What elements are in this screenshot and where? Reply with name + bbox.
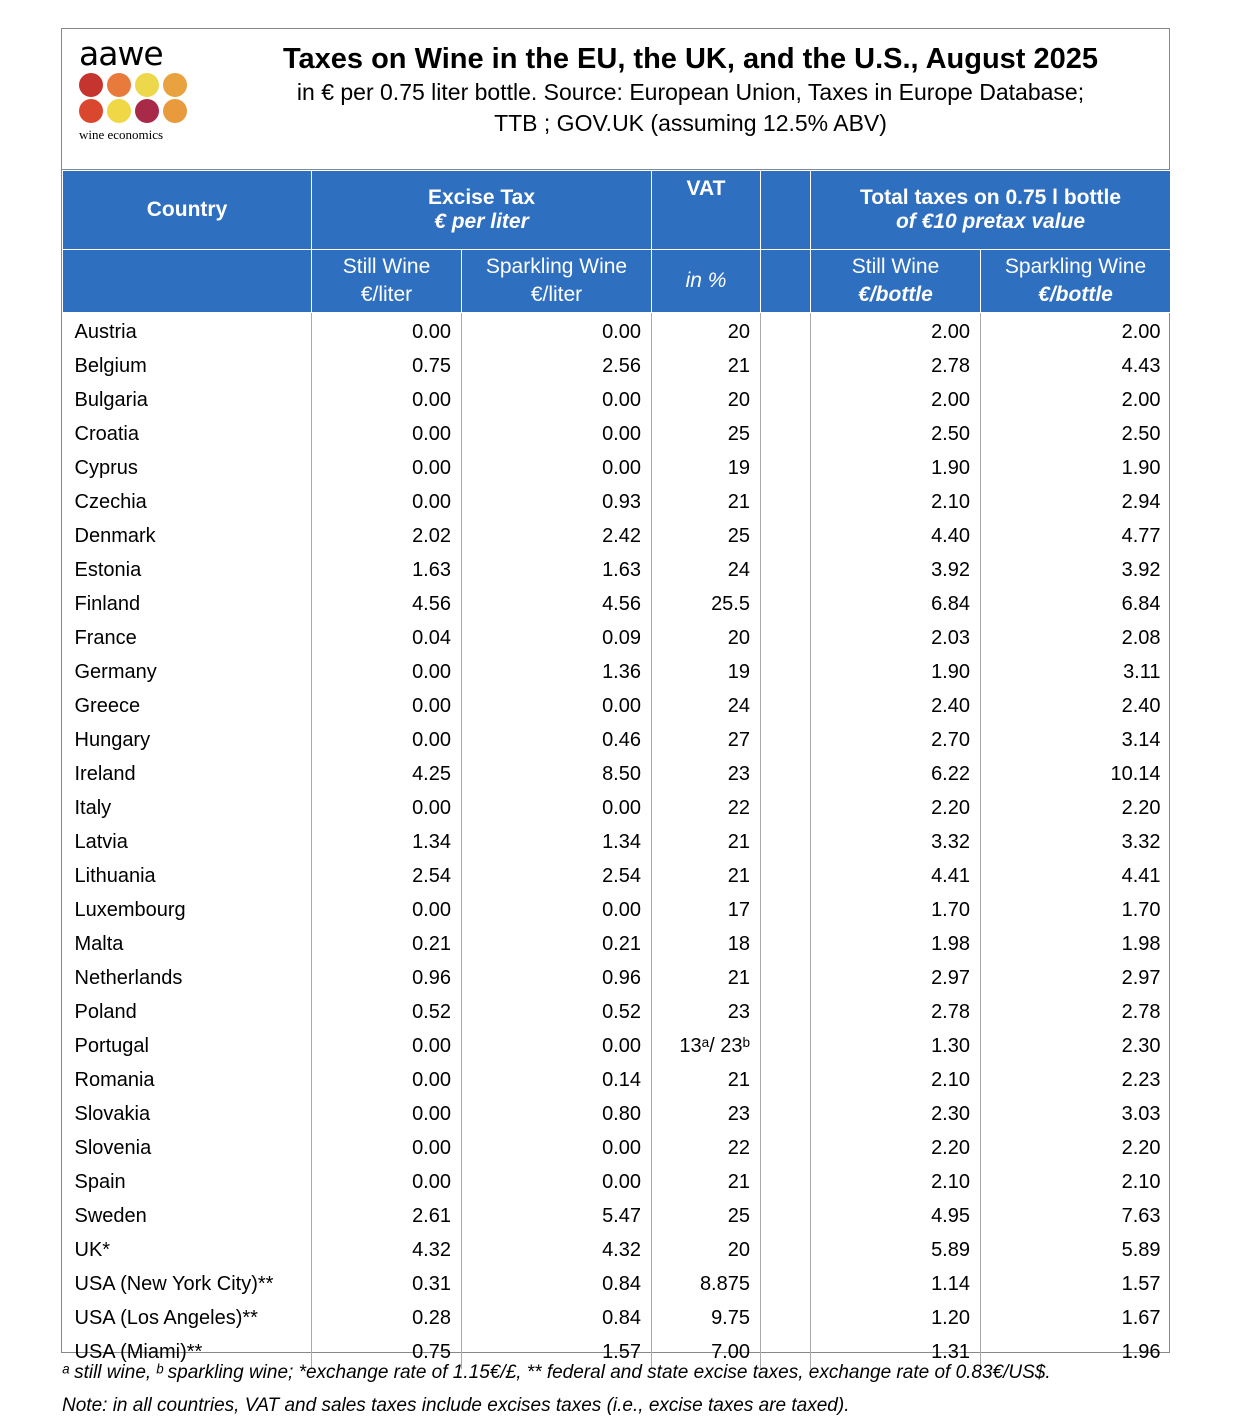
subheader-sparkling-unit: €/liter <box>530 283 583 306</box>
cell-country: Finland <box>63 587 312 621</box>
cell-total-still: 1.90 <box>811 451 981 485</box>
cell-vat: 19 <box>652 655 761 689</box>
cell-vat: 13ᵃ/ 23ᵇ <box>652 1029 761 1063</box>
cell-vat: 20 <box>652 621 761 655</box>
cell-total-sparkling: 2.20 <box>981 791 1171 825</box>
cell-total-sparkling: 3.32 <box>981 825 1171 859</box>
cell-sparkling-excise: 2.56 <box>462 349 652 383</box>
cell-total-sparkling: 2.50 <box>981 417 1171 451</box>
cell-still-excise: 0.21 <box>312 927 462 961</box>
cell-vat: 27 <box>652 723 761 757</box>
cell-total-sparkling: 3.11 <box>981 655 1171 689</box>
cell-vat: 25 <box>652 1199 761 1233</box>
cell-spacer <box>761 349 811 383</box>
cell-total-sparkling: 1.98 <box>981 927 1171 961</box>
cell-spacer <box>761 519 811 553</box>
cell-total-sparkling: 2.10 <box>981 1165 1171 1199</box>
cell-country: Romania <box>63 1063 312 1097</box>
cell-total-still: 1.98 <box>811 927 981 961</box>
logo-dot <box>135 73 159 97</box>
cell-sparkling-excise: 0.00 <box>462 689 652 723</box>
cell-still-excise: 0.52 <box>312 995 462 1029</box>
cell-still-excise: 0.28 <box>312 1301 462 1335</box>
cell-country: Cyprus <box>63 451 312 485</box>
cell-still-excise: 0.00 <box>312 313 462 350</box>
cell-sparkling-excise: 1.36 <box>462 655 652 689</box>
cell-still-excise: 0.00 <box>312 893 462 927</box>
header-vat <box>652 171 761 250</box>
cell-still-excise: 4.25 <box>312 757 462 791</box>
cell-vat: 9.75 <box>652 1301 761 1335</box>
cell-country: Italy <box>63 791 312 825</box>
cell-total-still: 6.22 <box>811 757 981 791</box>
cell-vat: 25.5 <box>652 587 761 621</box>
cell-total-still: 2.40 <box>811 689 981 723</box>
cell-sparkling-excise: 0.00 <box>462 451 652 485</box>
table-body <box>63 313 1171 1370</box>
cell-still-excise: 0.00 <box>312 1165 462 1199</box>
cell-total-still: 2.70 <box>811 723 981 757</box>
cell-spacer <box>761 451 811 485</box>
table-row <box>63 1131 1171 1165</box>
cell-total-still: 2.20 <box>811 1131 981 1165</box>
cell-vat: 22 <box>652 791 761 825</box>
cell-vat: 24 <box>652 553 761 587</box>
table-row <box>63 655 1171 689</box>
cell-still-excise: 0.00 <box>312 383 462 417</box>
table-row <box>63 313 1171 350</box>
cell-vat: 21 <box>652 485 761 519</box>
cell-vat: 21 <box>652 825 761 859</box>
cell-total-sparkling: 4.77 <box>981 519 1171 553</box>
footnotes <box>62 1356 1202 1422</box>
cell-country: Bulgaria <box>63 383 312 417</box>
cell-still-excise: 2.02 <box>312 519 462 553</box>
cell-vat: 21 <box>652 1165 761 1199</box>
table-row <box>63 859 1171 893</box>
footnote-line-1: ᵃ still wine, ᵇ sparkling wine; *exchange rate of 1.15€/£, ** federal and state excise taxes, exchange rate of 0.83€/US$. <box>62 1362 1051 1383</box>
cell-total-sparkling: 2.08 <box>981 621 1171 655</box>
cell-spacer <box>761 587 811 621</box>
cell-still-excise: 0.00 <box>312 689 462 723</box>
cell-country: Slovenia <box>63 1131 312 1165</box>
cell-total-sparkling: 2.20 <box>981 1131 1171 1165</box>
cell-total-sparkling: 2.30 <box>981 1029 1171 1063</box>
cell-still-excise: 0.00 <box>312 1063 462 1097</box>
cell-total-sparkling: 1.70 <box>981 893 1171 927</box>
cell-country: Croatia <box>63 417 312 451</box>
cell-vat: 20 <box>652 1233 761 1267</box>
cell-spacer <box>761 757 811 791</box>
cell-total-sparkling: 1.90 <box>981 451 1171 485</box>
cell-total-still: 2.00 <box>811 383 981 417</box>
subheader-empty <box>63 250 312 313</box>
table-row <box>63 893 1171 927</box>
table-row <box>63 1165 1171 1199</box>
cell-vat: 7.00 <box>652 1335 761 1369</box>
cell-country: Latvia <box>63 825 312 859</box>
cell-sparkling-excise: 0.14 <box>462 1063 652 1097</box>
logo-dot <box>107 73 131 97</box>
cell-sparkling-excise: 0.84 <box>462 1301 652 1335</box>
table-row <box>63 1097 1171 1131</box>
cell-country: USA (New York City)** <box>63 1267 312 1301</box>
cell-spacer <box>761 927 811 961</box>
cell-country: Ireland <box>63 757 312 791</box>
cell-total-still: 4.40 <box>811 519 981 553</box>
cell-total-sparkling: 3.03 <box>981 1097 1171 1131</box>
logo-dot <box>163 73 187 97</box>
cell-vat: 20 <box>652 383 761 417</box>
cell-sparkling-excise: 0.52 <box>462 995 652 1029</box>
cell-total-still: 2.97 <box>811 961 981 995</box>
cell-still-excise: 0.31 <box>312 1267 462 1301</box>
cell-total-still: 1.31 <box>811 1335 981 1369</box>
table-row <box>63 757 1171 791</box>
cell-vat: 23 <box>652 757 761 791</box>
cell-total-still: 1.20 <box>811 1301 981 1335</box>
cell-total-sparkling: 2.40 <box>981 689 1171 723</box>
cell-vat: 21 <box>652 859 761 893</box>
cell-still-excise: 4.56 <box>312 587 462 621</box>
cell-country: Portugal <box>63 1029 312 1063</box>
cell-spacer <box>761 689 811 723</box>
cell-vat: 20 <box>652 313 761 350</box>
wine-tax-table <box>62 170 1171 1369</box>
table-row <box>63 485 1171 519</box>
cell-total-still: 5.89 <box>811 1233 981 1267</box>
cell-sparkling-excise: 0.00 <box>462 313 652 350</box>
cell-total-sparkling: 2.23 <box>981 1063 1171 1097</box>
table-row <box>63 927 1171 961</box>
cell-total-sparkling: 7.63 <box>981 1199 1171 1233</box>
table-row <box>63 1029 1171 1063</box>
subtitle-line-2: TTB ; GOV.UK (assuming 12.5% ABV) <box>494 110 887 136</box>
table-row <box>63 1301 1171 1335</box>
cell-total-still: 2.00 <box>811 313 981 350</box>
cell-vat: 21 <box>652 961 761 995</box>
cell-still-excise: 4.32 <box>312 1233 462 1267</box>
cell-sparkling-excise: 8.50 <box>462 757 652 791</box>
subheader-still-total <box>811 250 981 313</box>
header-excise-label: Excise Tax <box>427 186 536 209</box>
cell-total-sparkling: 6.84 <box>981 587 1171 621</box>
table-row <box>63 1063 1171 1097</box>
cell-country: France <box>63 621 312 655</box>
cell-sparkling-excise: 0.00 <box>462 417 652 451</box>
cell-spacer <box>761 313 811 350</box>
logo-tagline: wine economics <box>79 127 164 142</box>
cell-sparkling-excise: 4.56 <box>462 587 652 621</box>
cell-sparkling-excise: 1.63 <box>462 553 652 587</box>
cell-sparkling-excise: 0.00 <box>462 1131 652 1165</box>
cell-country: Lithuania <box>63 859 312 893</box>
subheader-vat-unit: in % <box>652 250 761 313</box>
cell-still-excise: 1.63 <box>312 553 462 587</box>
cell-total-sparkling: 5.89 <box>981 1233 1171 1267</box>
subheader-sparkling-total <box>981 250 1171 313</box>
cell-sparkling-excise: 0.09 <box>462 621 652 655</box>
cell-still-excise: 2.61 <box>312 1199 462 1233</box>
table-row <box>63 587 1171 621</box>
cell-country: Spain <box>63 1165 312 1199</box>
table-row <box>63 621 1171 655</box>
table-row <box>63 553 1171 587</box>
cell-vat: 25 <box>652 417 761 451</box>
cell-spacer <box>761 1199 811 1233</box>
table-row <box>63 383 1171 417</box>
cell-sparkling-excise: 1.57 <box>462 1335 652 1369</box>
table-row <box>63 417 1171 451</box>
table-row <box>63 825 1171 859</box>
cell-total-still: 3.92 <box>811 553 981 587</box>
cell-spacer <box>761 995 811 1029</box>
cell-vat: 8.875 <box>652 1267 761 1301</box>
cell-total-still: 2.03 <box>811 621 981 655</box>
cell-spacer <box>761 1301 811 1335</box>
cell-still-excise: 0.00 <box>312 1029 462 1063</box>
title-block <box>212 41 1169 139</box>
cell-total-still: 2.78 <box>811 995 981 1029</box>
table-row <box>63 1199 1171 1233</box>
cell-country: Sweden <box>63 1199 312 1233</box>
logo-dot <box>135 99 159 123</box>
cell-total-still: 1.70 <box>811 893 981 927</box>
header-total-taxes <box>811 171 1171 250</box>
tax-table-frame <box>61 28 1170 1363</box>
cell-country: Estonia <box>63 553 312 587</box>
cell-spacer <box>761 1165 811 1199</box>
cell-sparkling-excise: 0.84 <box>462 1267 652 1301</box>
cell-country: Germany <box>63 655 312 689</box>
cell-spacer <box>761 1063 811 1097</box>
cell-vat: 25 <box>652 519 761 553</box>
table-header-area <box>62 29 1169 170</box>
cell-country: USA (Los Angeles)** <box>63 1301 312 1335</box>
cell-total-sparkling: 1.57 <box>981 1267 1171 1301</box>
cell-spacer <box>761 1097 811 1131</box>
cell-country: Belgium <box>63 349 312 383</box>
cell-total-sparkling: 1.96 <box>981 1335 1171 1369</box>
cell-total-still: 1.90 <box>811 655 981 689</box>
cell-vat: 23 <box>652 995 761 1029</box>
cell-still-excise: 0.04 <box>312 621 462 655</box>
cell-sparkling-excise: 1.34 <box>462 825 652 859</box>
cell-total-still: 2.10 <box>811 1165 981 1199</box>
cell-still-excise: 0.00 <box>312 1131 462 1165</box>
cell-spacer <box>761 485 811 519</box>
subheader-still-label: Still Wine <box>342 255 431 278</box>
cell-total-still: 3.32 <box>811 825 981 859</box>
cell-total-sparkling: 10.14 <box>981 757 1171 791</box>
cell-vat: 22 <box>652 1131 761 1165</box>
header-total-unit: of €10 pretax value <box>895 210 1086 233</box>
cell-country: USA (Miami)** <box>63 1335 312 1369</box>
cell-spacer <box>761 961 811 995</box>
cell-total-still: 2.20 <box>811 791 981 825</box>
subheader-sparkling-excise <box>462 250 652 313</box>
table-row <box>63 791 1171 825</box>
cell-total-sparkling: 4.41 <box>981 859 1171 893</box>
cell-total-still: 6.84 <box>811 587 981 621</box>
cell-spacer <box>761 1131 811 1165</box>
cell-total-sparkling: 2.00 <box>981 313 1171 350</box>
table-row <box>63 689 1171 723</box>
cell-still-excise: 0.00 <box>312 485 462 519</box>
cell-still-excise: 0.00 <box>312 723 462 757</box>
cell-still-excise: 0.96 <box>312 961 462 995</box>
cell-country: Malta <box>63 927 312 961</box>
table-row <box>63 995 1171 1029</box>
cell-spacer <box>761 825 811 859</box>
cell-still-excise: 1.34 <box>312 825 462 859</box>
cell-spacer <box>761 1267 811 1301</box>
subheader-sparkling-total-label: Sparkling Wine <box>1004 255 1147 278</box>
cell-still-excise: 0.00 <box>312 655 462 689</box>
aawe-logo <box>77 34 192 143</box>
cell-sparkling-excise: 2.42 <box>462 519 652 553</box>
cell-vat: 21 <box>652 1063 761 1097</box>
subheader-sparkling-total-unit: €/bottle <box>1038 283 1113 306</box>
cell-sparkling-excise: 0.96 <box>462 961 652 995</box>
cell-vat: 18 <box>652 927 761 961</box>
logo-dot <box>107 99 131 123</box>
cell-vat: 19 <box>652 451 761 485</box>
cell-still-excise: 0.75 <box>312 1335 462 1369</box>
cell-country: Slovakia <box>63 1097 312 1131</box>
cell-total-still: 4.95 <box>811 1199 981 1233</box>
cell-sparkling-excise: 0.00 <box>462 893 652 927</box>
cell-total-still: 2.50 <box>811 417 981 451</box>
subheader-still-total-unit: €/bottle <box>858 283 933 306</box>
cell-spacer <box>761 553 811 587</box>
cell-country: UK* <box>63 1233 312 1267</box>
header-total-label: Total taxes on 0.75 l bottle <box>860 186 1122 209</box>
subtitle-line-1: in € per 0.75 liter bottle. Source: European Union, Taxes in Europe Database; <box>296 79 1085 105</box>
subheader-sparkling-label: Sparkling Wine <box>485 255 628 278</box>
cell-sparkling-excise: 4.32 <box>462 1233 652 1267</box>
cell-country: Austria <box>63 313 312 350</box>
cell-still-excise: 2.54 <box>312 859 462 893</box>
cell-total-still: 2.30 <box>811 1097 981 1131</box>
cell-spacer <box>761 723 811 757</box>
table-row <box>63 723 1171 757</box>
cell-total-still: 2.10 <box>811 1063 981 1097</box>
cell-country: Luxembourg <box>63 893 312 927</box>
table-row <box>63 1267 1171 1301</box>
subheader-still-total-label: Still Wine <box>851 255 940 278</box>
cell-total-sparkling: 3.14 <box>981 723 1171 757</box>
table-row <box>63 349 1171 383</box>
cell-sparkling-excise: 5.47 <box>462 1199 652 1233</box>
logo-wordmark: aawe <box>79 34 163 73</box>
cell-country: Poland <box>63 995 312 1029</box>
page-title: Taxes on Wine in the EU, the UK, and the U.S., August 2025 <box>282 43 1099 75</box>
cell-still-excise: 0.00 <box>312 1097 462 1131</box>
cell-vat: 21 <box>652 349 761 383</box>
cell-sparkling-excise: 0.00 <box>462 1029 652 1063</box>
table-row <box>63 961 1171 995</box>
cell-vat: 24 <box>652 689 761 723</box>
cell-total-still: 1.30 <box>811 1029 981 1063</box>
cell-spacer <box>761 859 811 893</box>
cell-spacer <box>761 1233 811 1267</box>
cell-spacer <box>761 1029 811 1063</box>
cell-total-sparkling: 4.43 <box>981 349 1171 383</box>
logo-dot <box>79 73 103 97</box>
subheader-still-excise <box>312 250 462 313</box>
cell-still-excise: 0.00 <box>312 417 462 451</box>
logo-dot <box>163 99 187 123</box>
cell-country: Czechia <box>63 485 312 519</box>
cell-still-excise: 0.00 <box>312 791 462 825</box>
cell-sparkling-excise: 0.80 <box>462 1097 652 1131</box>
cell-total-still: 4.41 <box>811 859 981 893</box>
table-row <box>63 519 1171 553</box>
header-excise-tax <box>312 171 652 250</box>
cell-total-still: 2.78 <box>811 349 981 383</box>
cell-spacer <box>761 893 811 927</box>
cell-country: Netherlands <box>63 961 312 995</box>
cell-sparkling-excise: 0.93 <box>462 485 652 519</box>
cell-total-sparkling: 2.78 <box>981 995 1171 1029</box>
logo-dots <box>79 73 192 123</box>
header-vat-label: VAT <box>686 177 726 200</box>
header-excise-unit: € per liter <box>434 210 529 233</box>
cell-total-sparkling: 2.00 <box>981 383 1171 417</box>
cell-country: Greece <box>63 689 312 723</box>
logo-dot <box>79 99 103 123</box>
cell-sparkling-excise: 0.00 <box>462 791 652 825</box>
cell-country: Hungary <box>63 723 312 757</box>
cell-still-excise: 0.00 <box>312 451 462 485</box>
cell-vat: 17 <box>652 893 761 927</box>
cell-total-sparkling: 3.92 <box>981 553 1171 587</box>
cell-total-still: 1.14 <box>811 1267 981 1301</box>
cell-spacer <box>761 621 811 655</box>
cell-total-sparkling: 2.97 <box>981 961 1171 995</box>
cell-country: Denmark <box>63 519 312 553</box>
cell-sparkling-excise: 2.54 <box>462 859 652 893</box>
cell-spacer <box>761 791 811 825</box>
cell-still-excise: 0.75 <box>312 349 462 383</box>
cell-vat: 23 <box>652 1097 761 1131</box>
subheader-still-unit: €/liter <box>360 283 413 306</box>
header-country: Country <box>63 171 312 250</box>
header-spacer <box>761 171 811 250</box>
cell-sparkling-excise: 0.00 <box>462 1165 652 1199</box>
footnote-line-2: Note: in all countries, VAT and sales taxes include excises taxes (i.e., excise taxes are taxed). <box>62 1395 850 1416</box>
cell-spacer <box>761 417 811 451</box>
cell-sparkling-excise: 0.21 <box>462 927 652 961</box>
cell-spacer <box>761 655 811 689</box>
table-row <box>63 451 1171 485</box>
cell-total-sparkling: 1.67 <box>981 1301 1171 1335</box>
table-row <box>63 1233 1171 1267</box>
cell-sparkling-excise: 0.46 <box>462 723 652 757</box>
cell-sparkling-excise: 0.00 <box>462 383 652 417</box>
cell-total-still: 2.10 <box>811 485 981 519</box>
cell-spacer <box>761 383 811 417</box>
cell-total-sparkling: 2.94 <box>981 485 1171 519</box>
subheader-spacer <box>761 250 811 313</box>
